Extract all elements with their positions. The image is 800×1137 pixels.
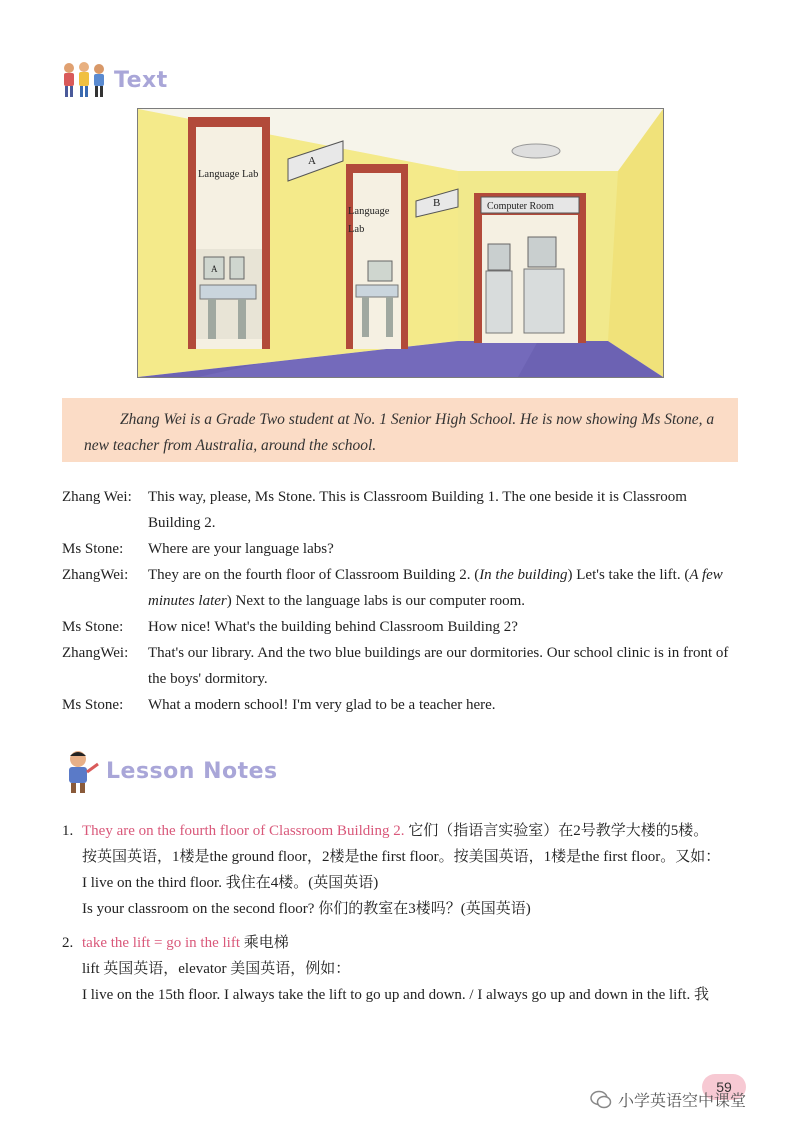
teacher-icon [60, 748, 100, 794]
speech-part: They are on the fourth floor of Classroom Building 2. ( [148, 567, 480, 583]
door3-label: Computer Room [487, 201, 554, 212]
text-section-heading [60, 60, 168, 100]
note-translation: 它们（指语言实验室）在2号教学大楼的5楼。 [408, 823, 709, 839]
dialogue-turn [62, 640, 742, 692]
note-explanation: lift 英国英语，elevator 美国英语，例如： [82, 961, 351, 977]
note-example: I live on the third floor. 我住在4楼。(英国英语) [82, 875, 379, 891]
page-number: 59 [702, 1074, 746, 1100]
text-heading-label: Text [114, 67, 168, 93]
note-translation: 乘电梯 [243, 935, 289, 951]
hallway-illustration [137, 108, 664, 378]
chat-icon [590, 1089, 612, 1111]
speech: Where are your language labs? [148, 541, 334, 557]
dialogue [62, 484, 742, 718]
dialogue-turn [62, 614, 742, 640]
dialogue-turn [62, 562, 742, 614]
speech: That's our library. And the two blue buildings are our dormitories. Our school clinic is in front of the boys' dormitory. [148, 645, 729, 687]
lesson-notes-label: Lesson Notes [106, 758, 278, 784]
dialogue-turn [62, 536, 742, 562]
stage-direction: In the building [479, 567, 568, 583]
speech: What a modern school! I'm very glad to be a teacher here. [148, 697, 496, 713]
door1-label: Language Lab [198, 169, 259, 180]
note-highlight: They are on the fourth floor of Classroom Building 2. [82, 823, 405, 839]
speech-part: ) Next to the language labs is our computer room. [226, 593, 526, 609]
note-number: 2. [62, 935, 74, 951]
speaker: ZhangWei: [62, 645, 129, 661]
door2-label-line2: Lab [348, 224, 365, 235]
note-highlight: take the lift = go in the lift [82, 935, 241, 951]
sign-b-label: B [433, 197, 441, 209]
speech: This way, please, Ms Stone. This is Classroom Building 1. The one beside it is Classroom Building 2. [148, 489, 687, 531]
note-example: Is your classroom on the second floor? 你们的教室在3楼吗？(英国英语) [82, 901, 531, 917]
note-2 [62, 930, 752, 1008]
note-explanation: 按英国英语，1楼是the ground floor，2楼是the first floor。按美国英语，1楼是the first floor。又如： [82, 849, 721, 865]
speaker: Zhang Wei: [62, 489, 132, 505]
speaker: Ms Stone: [62, 541, 124, 557]
door2-label-line1: Language [348, 206, 390, 217]
lesson-notes [62, 818, 752, 1016]
watermark [590, 1088, 746, 1111]
speaker: Ms Stone: [62, 697, 124, 713]
speaker: Ms Stone: [62, 619, 124, 635]
speaker: ZhangWei: [62, 567, 129, 583]
speech: How nice! What's the building behind Classroom Building 2? [148, 619, 518, 635]
dialogue-turn [62, 692, 742, 718]
stage-direction: A few minutes later [148, 567, 723, 609]
note-example: I live on the 15th floor. I always take the lift to go up and down. / I always go up and down in the lift. 我 [82, 987, 709, 1003]
dialogue-turn [62, 484, 742, 536]
note-1 [62, 818, 752, 922]
watermark-text: 小学英语空中课堂 [618, 1091, 747, 1110]
note-number: 1. [62, 823, 74, 839]
intro-paragraph [62, 398, 738, 462]
desk-a-label: A [211, 264, 218, 274]
speech [148, 562, 742, 614]
speech-part: ) Let's take the lift. ( [567, 567, 690, 583]
sign-a-label: A [308, 155, 316, 167]
lesson-notes-heading [60, 748, 278, 794]
intro-text: Zhang Wei is a Grade Two student at No. 1 Senior High School. He is now showing Ms Stone, a new teacher from Australia, around the school. [84, 411, 715, 454]
students-icon [60, 60, 108, 100]
